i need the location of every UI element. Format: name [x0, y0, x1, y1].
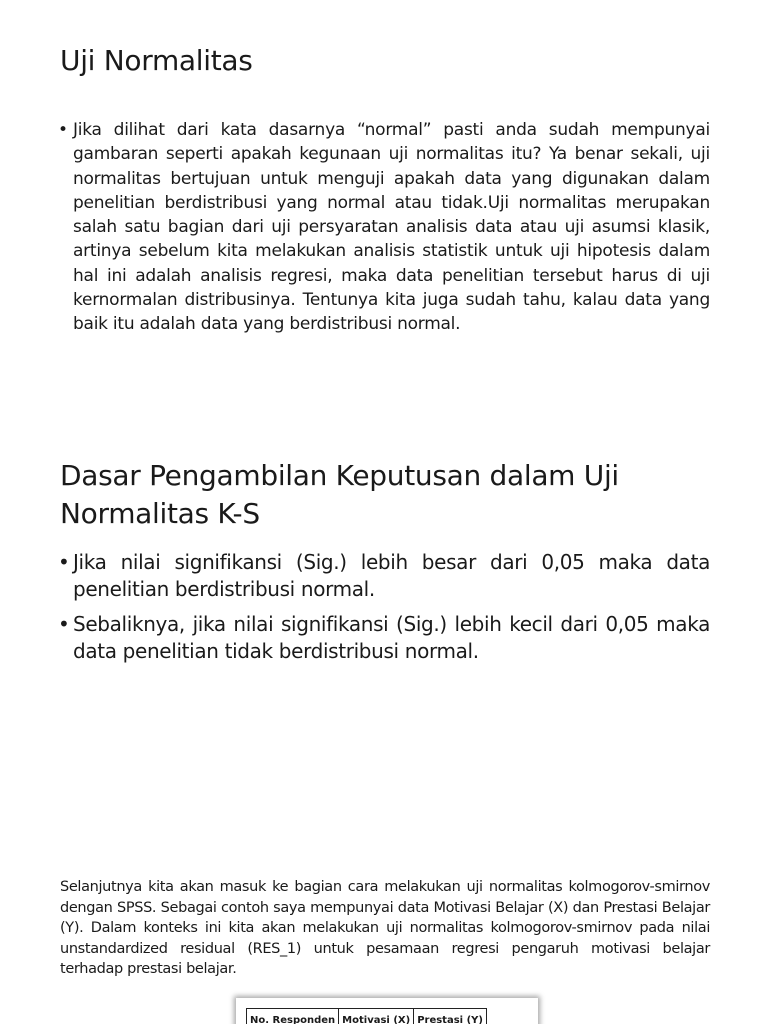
section-title-uji-normalitas: Uji Normalitas — [60, 44, 253, 77]
body-paragraph: Selanjutnya kita akan masuk ke bagian cara melakukan uji normalitas kolmogorov-smirnov dengan SPSS. Sebagai contoh saya mempunyai data Motivasi Belajar (X) dan Prestasi Belajar (Y). Dalam konteks ini kita akan melakukan uji normalitas kolmogorov-smirnov pada nilai unstandardized residual (RES_1) untuk pesamaan regresi pengaruh motivasi belajar terhadap prestasi belajar. — [60, 879, 710, 977]
list-item: • Sebaliknya, jika nilai signifikansi (Sig.) lebih kecil dari 0,05 maka data penelitian tidak berdistribusi normal. — [58, 611, 710, 665]
column-header-prestasi: Prestasi (Y) — [414, 1009, 487, 1024]
section1-bullet-list — [58, 118, 710, 337]
list-item: • Jika nilai signifikansi (Sig.) lebih besar dari 0,05 maka data penelitian berdistribusi normal. — [58, 549, 710, 603]
section-title-dasar-pengambilan: Dasar Pengambilan Keputusan dalam Uji Normalitas K-S — [60, 459, 619, 530]
column-header-no-responden: No. Responden — [247, 1009, 339, 1024]
data-table-image — [236, 998, 538, 1024]
data-table — [246, 1008, 487, 1024]
section2-bullet-list — [58, 549, 710, 673]
table-header-row — [247, 1009, 487, 1024]
list-item: • Jika dilihat dari kata dasarnya “normal” pasti anda sudah mempunyai gambaran seperti apakah kegunaan uji normalitas itu? Ya benar sekali, uji normalitas bertujuan untuk menguji apakah data yang digunakan dalam penelitian berdistribusi yang normal atau tidak.Uji normalitas merupakan salah satu bagian dari uji persyaratan analisis data atau uji asumsi klasik, artinya sebelum kita melakukan analisis statistik untuk uji hipotesis dalam hal ini adalah analisis regresi, maka data penelitian tersebut harus di uji kernormalan distribusinya. Tentunya kita juga sudah tahu, kalau data yang baik itu adalah data yang berdistribusi normal. — [58, 118, 710, 337]
column-header-motivasi: Motivasi (X) — [339, 1009, 414, 1024]
